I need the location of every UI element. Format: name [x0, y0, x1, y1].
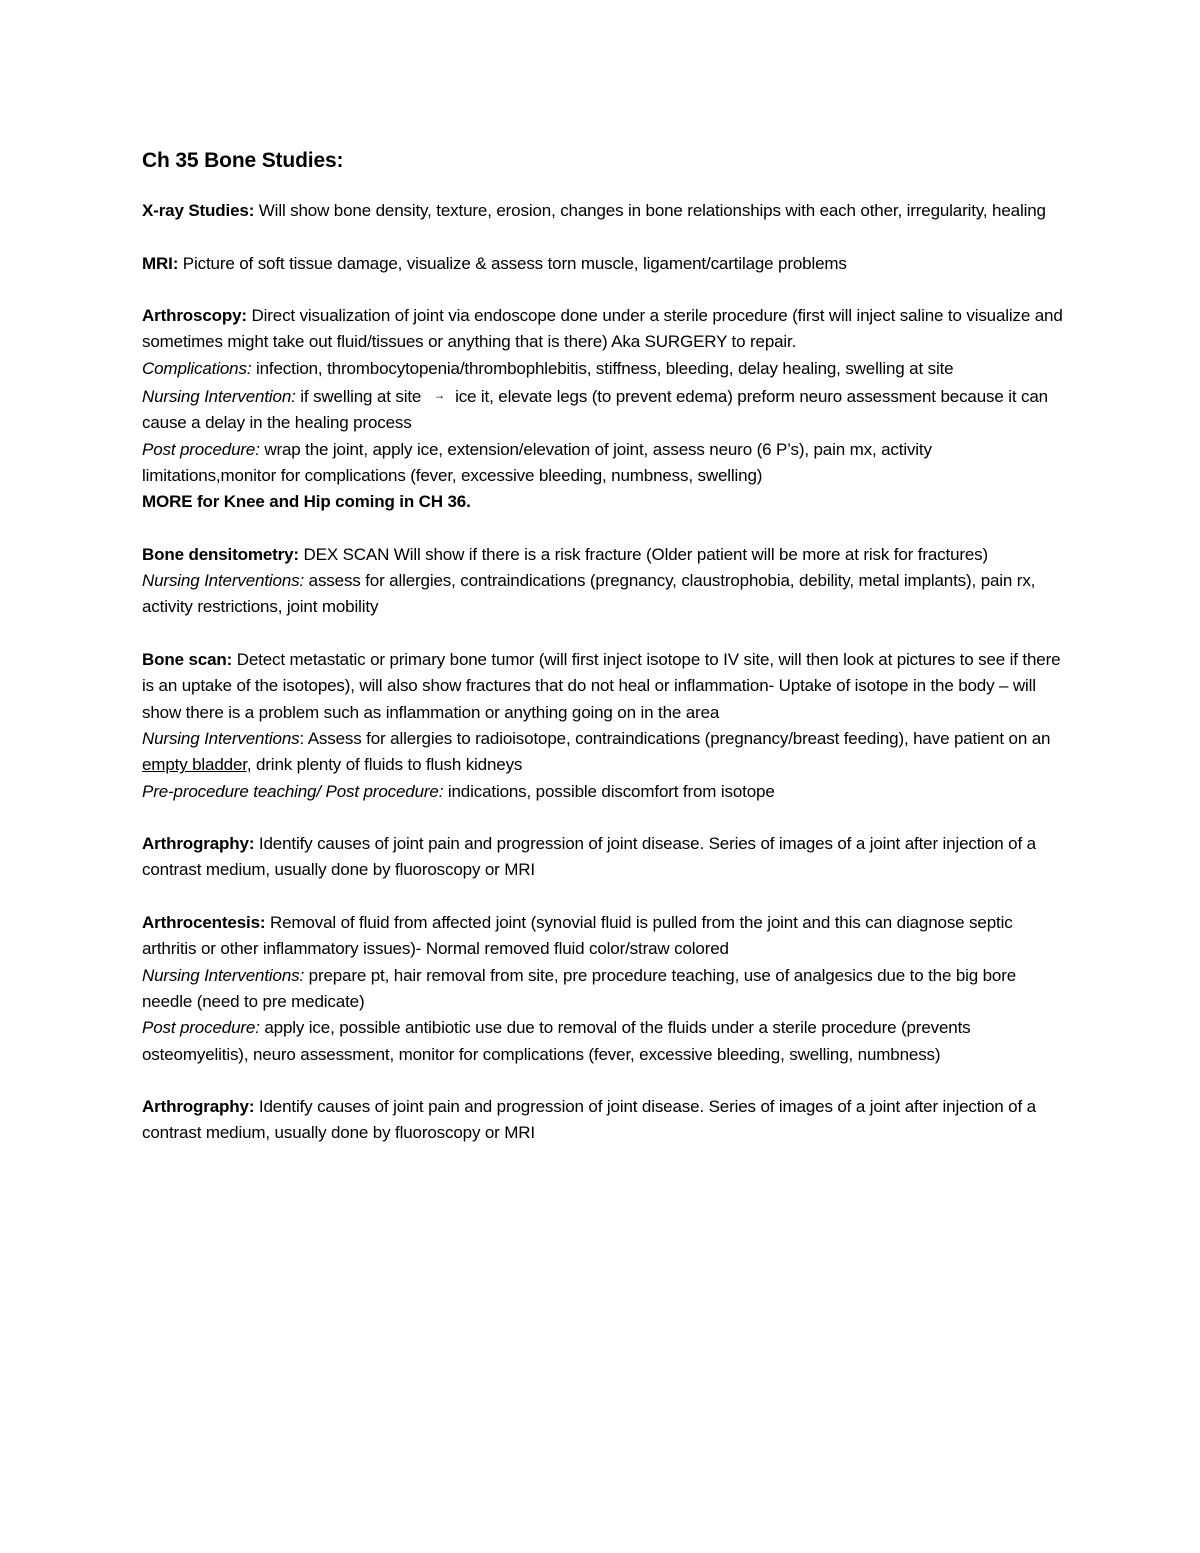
bone-scan-nursing-text-a: : Assess for allergies to radioisotope, contraindications (pregnancy/breast feeding), have patient on an	[299, 728, 1051, 748]
bone-scan-text: Detect metastatic or primary bone tumor (will first inject isotope to IV site, will then look at pictures to see if there is an uptake of the isotopes), will also show fractures that do not heal or inflammation- Uptake of isotope in the body – will show there is a problem such as inflammation or anything going on in the area	[142, 650, 1061, 722]
pre-procedure-text: indications, possible discomfort from isotope	[443, 781, 775, 801]
document-body	[142, 146, 1067, 1173]
arthrography-2-text: Identify causes of joint pain and progression of joint disease. Series of images of a joint after injection of a contrast medium, usually done by fluoroscopy or MRI	[142, 1097, 1036, 1143]
complications-text: infection, thrombocytopenia/thrombophlebitis, stiffness, bleeding, delay healing, swelling at site	[251, 358, 954, 378]
nursing-intervention-text-a: if swelling at site	[295, 387, 422, 407]
bone-scan-nursing-label: Nursing Interventions	[142, 728, 300, 748]
arthrography-2-label: Arthrography:	[142, 1097, 255, 1117]
nursing-intervention-label: Nursing Intervention:	[142, 387, 296, 407]
post-procedure-text: wrap the joint, apply ice, extension/elevation of joint, assess neuro (6 P’s), pain mx, activity limitations,monitor for complications (fever, excessive bleeding, numbness, swelling)	[142, 439, 932, 485]
section-arthrography-2	[142, 1094, 1067, 1147]
arthroscopy-label: Arthroscopy:	[142, 306, 247, 326]
bone-scan-nursing-text-b: drink plenty of fluids to flush kidneys	[251, 755, 523, 775]
bone-scan-pre-procedure	[142, 779, 1067, 805]
page-title: Ch 35 Bone Studies:	[142, 149, 344, 172]
section-bone-densitometry	[142, 542, 1067, 621]
empty-bladder-underlined: empty bladder,	[142, 755, 252, 775]
bone-scan-label: Bone scan:	[142, 650, 233, 670]
arthroscopy-description	[142, 303, 1067, 356]
arthrocentesis-nursing-label: Nursing Interventions:	[142, 965, 305, 985]
section-bone-scan	[142, 647, 1067, 805]
densitometry-text: DEX SCAN Will show if there is a risk fracture (Older patient will be more at risk for fractures)	[298, 544, 989, 564]
nursing-intervention-text-b: ice it, elevate legs (to prevent edema) preform neuro assessment because it can cause a delay in the healing process	[142, 387, 1048, 433]
complications-label: Complications:	[142, 358, 252, 378]
arthrocentesis-nursing	[142, 963, 1067, 1016]
mri-label: MRI:	[142, 253, 179, 273]
pre-procedure-label: Pre-procedure teaching/ Post procedure:	[142, 781, 444, 801]
section-arthroscopy	[142, 303, 1067, 515]
arthroscopy-more-note: MORE for Knee and Hip coming in CH 36.	[142, 492, 471, 512]
arthroscopy-nursing	[142, 382, 1067, 437]
arthrocentesis-post-text: apply ice, possible antibiotic use due to removal of the fluids under a sterile procedure (prevents osteomyelitis), neuro assessment, monitor for complications (fever, excessive bleeding, swelling, numbness)	[142, 1018, 971, 1064]
arthrocentesis-label: Arthrocentesis:	[142, 913, 266, 933]
arrow-right-icon: →	[433, 388, 446, 403]
arthrocentesis-nursing-text: prepare pt, hair removal from site, pre procedure teaching, use of analgesics due to the big bore needle (need to pre medicate)	[142, 965, 1017, 1011]
arthrocentesis-post-label: Post procedure:	[142, 1018, 260, 1038]
arthrography-1-text: Identify causes of joint pain and progression of joint disease. Series of images of a joint after injection of a contrast medium, usually done by fluoroscopy or MRI	[142, 834, 1036, 880]
section-arthrocentesis	[142, 910, 1067, 1068]
densitometry-nursing	[142, 568, 1067, 621]
bone-scan-nursing	[142, 726, 1067, 779]
post-procedure-label: Post procedure:	[142, 439, 260, 459]
xray-label: X-ray Studies:	[142, 201, 255, 220]
densitometry-nursing-text: assess for allergies, contraindications (pregnancy, claustrophobia, debility, metal implants), pain rx, activity restrictions, joint mobility	[142, 571, 1036, 617]
bone-scan-description	[142, 647, 1067, 726]
arthrocentesis-description	[142, 910, 1067, 963]
section-mri	[142, 251, 1067, 277]
mri-text: Picture of soft tissue damage, visualize & assess torn muscle, ligament/cartilage problems	[178, 253, 847, 273]
arthrocentesis-post-procedure	[142, 1015, 1067, 1068]
arthroscopy-text: Direct visualization of joint via endoscope done under a sterile procedure (first will inject saline to visualize and sometimes might take out fluid/tissues or anything that is there) Aka SURGERY to repair.	[142, 306, 1063, 352]
arthrography-1-label: Arthrography:	[142, 834, 255, 854]
densitometry-nursing-label: Nursing Interventions:	[142, 571, 305, 591]
arthrocentesis-text: Removal of fluid from affected joint (synovial fluid is pulled from the joint and this can diagnose septic arthritis or other inflammatory issues)- Normal removed fluid color/straw colored	[142, 913, 1013, 959]
arthroscopy-post-procedure	[142, 437, 1067, 490]
section-arthrography-1	[142, 831, 1067, 884]
section-xray	[142, 198, 1067, 224]
xray-text: Will show bone density, texture, erosion, changes in bone relationships with each other, irregularity, healing	[254, 201, 1046, 220]
densitometry-description	[142, 542, 1067, 568]
arthroscopy-complications	[142, 356, 1067, 382]
densitometry-label: Bone densitometry:	[142, 544, 299, 564]
